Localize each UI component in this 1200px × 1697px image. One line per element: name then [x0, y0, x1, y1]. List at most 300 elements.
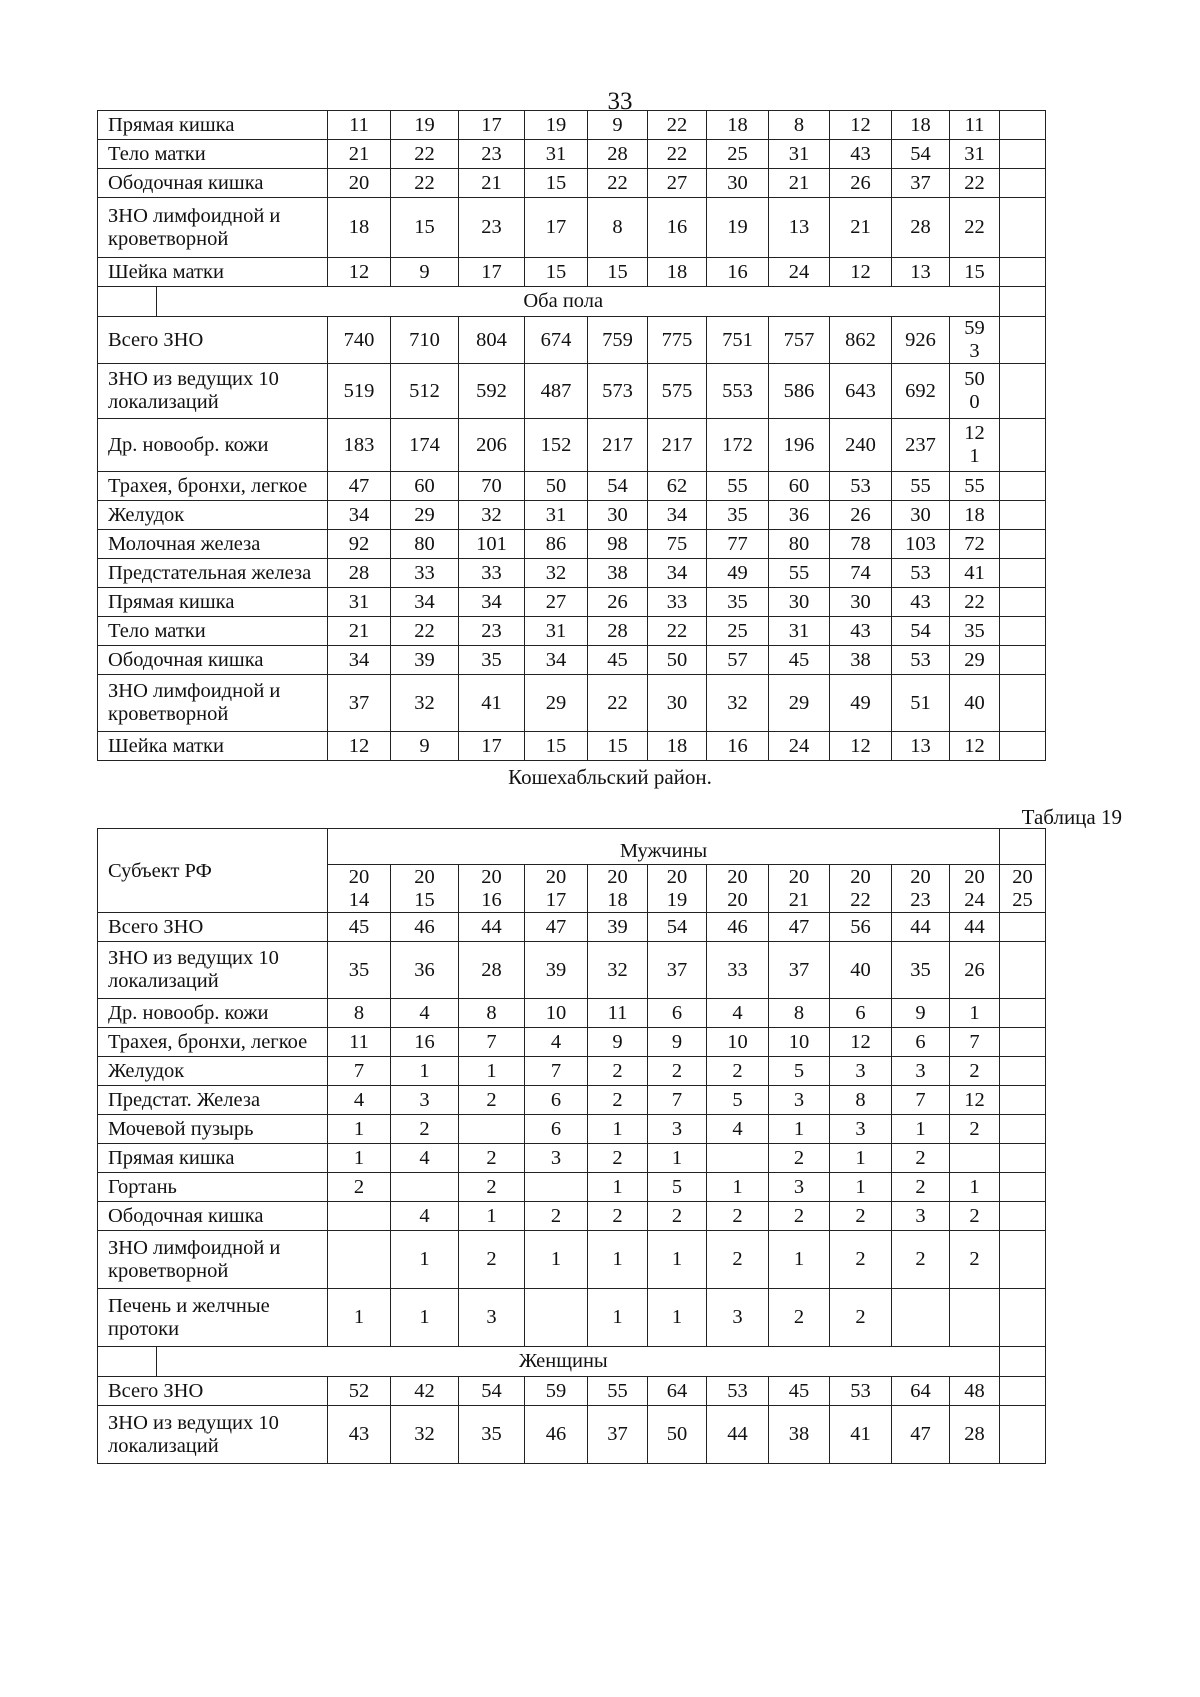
table-cell	[1000, 501, 1046, 530]
table-row	[98, 1057, 1046, 1086]
table-cell: 2	[525, 1202, 588, 1231]
table-cell: 740	[328, 317, 391, 364]
table-cell: 1	[892, 1115, 950, 1144]
table-cell: 2	[459, 1231, 525, 1289]
table-cell: 31	[525, 617, 588, 646]
table-cell: 38	[830, 646, 892, 675]
table-cell: 41	[830, 1406, 892, 1464]
table-cell: 1	[648, 1231, 707, 1289]
table-cell: 2	[950, 1115, 1000, 1144]
table-cell: 98	[588, 530, 648, 559]
table-cell: 2	[459, 1144, 525, 1173]
table-cell: 60	[391, 472, 459, 501]
table-cell: 62	[648, 472, 707, 501]
page-number: 33	[607, 88, 633, 115]
table-cell	[1000, 140, 1046, 169]
table-cell: 35	[707, 588, 769, 617]
table-cell	[1000, 419, 1046, 472]
row-label: Предстат. Железа	[98, 1086, 328, 1115]
table-cell: 38	[769, 1406, 830, 1464]
table-cell: 2	[950, 1057, 1000, 1086]
table-cell	[1000, 1202, 1046, 1231]
table-cell: 53	[830, 472, 892, 501]
table-cell: 34	[328, 646, 391, 675]
table-cell: 2	[648, 1057, 707, 1086]
table-cell: 33	[648, 588, 707, 617]
table-cell: 2	[950, 1202, 1000, 1231]
table-cell: 30	[769, 588, 830, 617]
table-cell: 4	[391, 1144, 459, 1173]
table-cell: 2	[707, 1057, 769, 1086]
table-cell: 237	[892, 419, 950, 472]
table-cell: 174	[391, 419, 459, 472]
table-cell: 44	[707, 1406, 769, 1464]
year-header	[769, 865, 830, 913]
table-cell: 40	[950, 675, 1000, 732]
table-cell: 28	[459, 942, 525, 999]
year-label: 2025	[1012, 865, 1033, 911]
table-cell: 7	[950, 1028, 1000, 1057]
table-cell: 2	[707, 1231, 769, 1289]
table-cell: 1	[391, 1231, 459, 1289]
table-cell: 512	[391, 364, 459, 419]
row-label: Предстательная железа	[98, 559, 328, 588]
row-label: ЗНО из ведущих 10 локализаций	[98, 364, 328, 419]
table-cell: 41	[459, 675, 525, 732]
table-cell: 30	[707, 169, 769, 198]
table-cell	[1000, 559, 1046, 588]
table-cell: 13	[892, 732, 950, 761]
year-header	[892, 865, 950, 913]
year-label: 2014	[348, 865, 370, 911]
row-label: Ободочная кишка	[98, 169, 328, 198]
year-label: 2017	[545, 865, 567, 911]
row-label: Ободочная кишка	[98, 646, 328, 675]
table-cell: 6	[525, 1086, 588, 1115]
table-cell: 50	[648, 646, 707, 675]
table-cell: 36	[391, 942, 459, 999]
table-cell: 34	[459, 588, 525, 617]
table-cell: 217	[648, 419, 707, 472]
table-cell	[1000, 530, 1046, 559]
table-row	[98, 317, 1046, 364]
table-cell: 1	[707, 1173, 769, 1202]
table-cell: 49	[830, 675, 892, 732]
year-header	[1000, 865, 1046, 913]
table-cell: 12	[950, 1086, 1000, 1115]
table-cell: 6	[892, 1028, 950, 1057]
year-header	[328, 865, 391, 913]
table-cell: 41	[950, 559, 1000, 588]
row-label: Шейка матки	[98, 258, 328, 287]
year-header	[588, 865, 648, 913]
table-cell: 31	[525, 501, 588, 530]
table-cell: 4	[391, 1202, 459, 1231]
table-cell: 15	[525, 732, 588, 761]
header-subject: Субъект РФ	[98, 829, 328, 913]
table-cell-wrapped	[950, 364, 1000, 419]
table-row	[98, 472, 1046, 501]
table-row	[98, 646, 1046, 675]
table-cell: 30	[892, 501, 950, 530]
table-cell: 2	[950, 1231, 1000, 1289]
row-label: Шейка матки	[98, 732, 328, 761]
table-cell: 37	[769, 942, 830, 999]
table-cell: 7	[459, 1028, 525, 1057]
table-cell: 1	[588, 1115, 648, 1144]
table-row	[98, 501, 1046, 530]
table-cell: 72	[950, 530, 1000, 559]
table-cell: 7	[648, 1086, 707, 1115]
table-cell: 23	[459, 617, 525, 646]
table-cell: 42	[391, 1377, 459, 1406]
table-cell: 55	[588, 1377, 648, 1406]
year-header	[459, 865, 525, 913]
table-cell: 1	[328, 1144, 391, 1173]
table-cell: 2	[769, 1289, 830, 1347]
data-table-continued	[97, 110, 1046, 761]
row-label: Прямая кишка	[98, 1144, 328, 1173]
table-cell: 8	[588, 198, 648, 258]
table-cell: 12	[830, 732, 892, 761]
row-label: ЗНО лимфоидной и кроветворной	[98, 198, 328, 258]
table-cell: 31	[328, 588, 391, 617]
row-label: ЗНО из ведущих 10 локализаций	[98, 1406, 328, 1464]
table-cell: 54	[892, 140, 950, 169]
table-cell: 53	[892, 559, 950, 588]
table-cell: 2	[830, 1289, 892, 1347]
table-cell: 70	[459, 472, 525, 501]
table-cell: 27	[648, 169, 707, 198]
table-cell: 21	[769, 169, 830, 198]
table-cell: 80	[769, 530, 830, 559]
year-label: 2023	[910, 865, 931, 911]
table-cell: 751	[707, 317, 769, 364]
table-cell: 2	[830, 1202, 892, 1231]
table-cell: 18	[707, 111, 769, 140]
table-cell: 8	[769, 999, 830, 1028]
table-cell	[1000, 1377, 1046, 1406]
table-cell: 54	[459, 1377, 525, 1406]
row-label: Печень и желчные протоки	[98, 1289, 328, 1347]
table-cell: 24	[769, 258, 830, 287]
table-cell: 27	[525, 588, 588, 617]
table-cell: 101	[459, 530, 525, 559]
table-cell: 9	[391, 258, 459, 287]
table-cell: 35	[707, 501, 769, 530]
table-cell: 22	[391, 140, 459, 169]
table-cell: 1	[830, 1144, 892, 1173]
table-cell: 53	[830, 1377, 892, 1406]
table-cell: 2	[459, 1086, 525, 1115]
table-cell: 6	[525, 1115, 588, 1144]
table-cell: 3	[648, 1115, 707, 1144]
table-cell: 17	[459, 258, 525, 287]
table-cell: 16	[391, 1028, 459, 1057]
table-cell: 759	[588, 317, 648, 364]
table-cell: 21	[328, 617, 391, 646]
table-cell: 22	[648, 617, 707, 646]
table-cell: 643	[830, 364, 892, 419]
table-row	[98, 1173, 1046, 1202]
table-cell: 19	[525, 111, 588, 140]
table-cell: 18	[328, 198, 391, 258]
table-row	[98, 169, 1046, 198]
table-cell: 16	[648, 198, 707, 258]
table-cell: 31	[950, 140, 1000, 169]
table-cell: 2	[391, 1115, 459, 1144]
table-cell: 240	[830, 419, 892, 472]
table-cell: 23	[459, 140, 525, 169]
table-cell: 7	[328, 1057, 391, 1086]
table-cell: 5	[769, 1057, 830, 1086]
table-cell: 5	[707, 1086, 769, 1115]
table-cell: 22	[391, 617, 459, 646]
table-cell	[1000, 1347, 1046, 1377]
table-cell: 3	[769, 1173, 830, 1202]
table-cell: 12	[830, 111, 892, 140]
table-cell: 47	[769, 913, 830, 942]
table-cell	[1000, 1231, 1046, 1289]
table-cell: 12	[830, 258, 892, 287]
table-row	[98, 1231, 1046, 1289]
table-cell: 8	[328, 999, 391, 1028]
table-cell: 2	[588, 1144, 648, 1173]
row-label: Молочная железа	[98, 530, 328, 559]
table-cell: 54	[892, 617, 950, 646]
table-cell: 26	[950, 942, 1000, 999]
table-cell: 25	[707, 617, 769, 646]
year-label: 2020	[727, 865, 748, 911]
table-cell: 28	[588, 140, 648, 169]
row-label: Прямая кишка	[98, 588, 328, 617]
row-label: Др. новообр. кожи	[98, 999, 328, 1028]
table-cell: 35	[459, 1406, 525, 1464]
table-cell	[328, 1202, 391, 1231]
table-cell-wrapped	[950, 419, 1000, 472]
table-cell: 13	[769, 198, 830, 258]
table-cell: 217	[588, 419, 648, 472]
table-cell: 15	[950, 258, 1000, 287]
table-cell: 29	[769, 675, 830, 732]
table-row	[98, 1028, 1046, 1057]
table-cell: 18	[950, 501, 1000, 530]
table-cell: 1	[459, 1202, 525, 1231]
section-row-both-sexes	[98, 287, 1046, 317]
table-cell	[892, 1289, 950, 1347]
year-header	[830, 865, 892, 913]
data-table-19	[97, 828, 1046, 1464]
table-cell: 55	[707, 472, 769, 501]
table-cell	[1000, 646, 1046, 675]
table-cell: 16	[707, 732, 769, 761]
table-cell: 47	[525, 913, 588, 942]
section-label-both-sexes: Оба пола	[328, 287, 1000, 317]
table-cell	[950, 1289, 1000, 1347]
table-cell: 35	[459, 646, 525, 675]
table-cell: 2	[459, 1173, 525, 1202]
table-cell	[525, 1289, 588, 1347]
table-cell: 45	[328, 913, 391, 942]
table-cell: 4	[328, 1086, 391, 1115]
section-row-women	[98, 1347, 1046, 1377]
table-cell: 8	[769, 111, 830, 140]
table-cell	[1000, 1086, 1046, 1115]
table-cell: 28	[588, 617, 648, 646]
table-cell: 21	[328, 140, 391, 169]
table-cell: 38	[588, 559, 648, 588]
table-row	[98, 675, 1046, 732]
row-label: Желудок	[98, 1057, 328, 1086]
table-row	[98, 913, 1046, 942]
table-cell	[1000, 364, 1046, 419]
table-cell: 34	[648, 501, 707, 530]
table-cell: 15	[391, 198, 459, 258]
table-cell: 33	[707, 942, 769, 999]
table-cell: 1	[950, 1173, 1000, 1202]
table-cell: 10	[707, 1028, 769, 1057]
table-cell: 54	[648, 913, 707, 942]
table-cell: 43	[830, 140, 892, 169]
year-label: 2016	[481, 865, 502, 911]
table-cell: 3	[525, 1144, 588, 1173]
header-row	[98, 829, 1046, 865]
table-cell: 39	[391, 646, 459, 675]
table-cell: 22	[950, 169, 1000, 198]
table-cell	[1000, 1144, 1046, 1173]
table-cell: 17	[525, 198, 588, 258]
table-cell: 26	[830, 501, 892, 530]
table-cell: 2	[892, 1231, 950, 1289]
table-cell: 152	[525, 419, 588, 472]
table-cell	[1000, 675, 1046, 732]
table-cell: 1	[648, 1289, 707, 1347]
table-cell: 757	[769, 317, 830, 364]
table-row	[98, 1202, 1046, 1231]
table-cell	[1000, 732, 1046, 761]
table-cell: 1	[459, 1057, 525, 1086]
row-label: Желудок	[98, 501, 328, 530]
table-cell: 804	[459, 317, 525, 364]
table-cell: 7	[525, 1057, 588, 1086]
table-cell: 10	[769, 1028, 830, 1057]
table-cell: 56	[830, 913, 892, 942]
year-header	[950, 865, 1000, 913]
table-cell: 12	[950, 732, 1000, 761]
table-cell: 51	[892, 675, 950, 732]
table-cell: 36	[769, 501, 830, 530]
table-cell: 15	[525, 169, 588, 198]
table-row	[98, 1115, 1046, 1144]
table-cell: 22	[950, 198, 1000, 258]
table-cell: 21	[830, 198, 892, 258]
table-cell: 32	[459, 501, 525, 530]
table-cell: 18	[648, 732, 707, 761]
table-cell: 45	[769, 1377, 830, 1406]
table-cell	[707, 1144, 769, 1173]
table-cell	[1000, 1173, 1046, 1202]
table-row	[98, 1406, 1046, 1464]
table-cell: 55	[769, 559, 830, 588]
year-label: 2022	[850, 865, 871, 911]
table-cell: 18	[892, 111, 950, 140]
table-row	[98, 942, 1046, 999]
table-cell: 64	[892, 1377, 950, 1406]
table-cell: 1	[950, 999, 1000, 1028]
table-cell: 43	[328, 1406, 391, 1464]
row-label: Всего ЗНО	[98, 1377, 328, 1406]
table-row	[98, 588, 1046, 617]
table-row	[98, 1289, 1046, 1347]
table-cell: 2	[769, 1144, 830, 1173]
table-cell: 1	[588, 1289, 648, 1347]
table-cell: 11	[328, 1028, 391, 1057]
table-cell: 52	[328, 1377, 391, 1406]
table-cell: 206	[459, 419, 525, 472]
table-cell: 53	[707, 1377, 769, 1406]
table-row	[98, 258, 1046, 287]
table-cell: 1	[769, 1115, 830, 1144]
table-cell: 35	[328, 942, 391, 999]
section-spacer	[98, 1347, 328, 1377]
table-cell: 32	[391, 1406, 459, 1464]
table-cell: 1	[525, 1231, 588, 1289]
table-cell: 710	[391, 317, 459, 364]
table-cell: 15	[588, 732, 648, 761]
table-cell: 30	[588, 501, 648, 530]
year-label: 2019	[666, 865, 688, 911]
table-cell: 26	[588, 588, 648, 617]
table-cell: 11	[950, 111, 1000, 140]
table-cell	[1000, 1057, 1046, 1086]
row-label: ЗНО лимфоидной и кроветворной	[98, 1231, 328, 1289]
table-cell: 3	[892, 1202, 950, 1231]
table-cell: 9	[648, 1028, 707, 1057]
table-cell: 22	[648, 140, 707, 169]
table-row	[98, 419, 1046, 472]
table-cell: 553	[707, 364, 769, 419]
table-cell: 172	[707, 419, 769, 472]
table-cell: 32	[588, 942, 648, 999]
table-cell	[1000, 169, 1046, 198]
table-cell: 9	[892, 999, 950, 1028]
table-cell: 17	[459, 732, 525, 761]
table-cell: 10	[525, 999, 588, 1028]
table-cell: 33	[391, 559, 459, 588]
table-cell: 2	[648, 1202, 707, 1231]
table-cell: 1	[391, 1289, 459, 1347]
table-cell: 3	[892, 1057, 950, 1086]
table-cell: 12	[328, 732, 391, 761]
table-cell: 37	[648, 942, 707, 999]
table-cell: 49	[707, 559, 769, 588]
table-cell: 48	[950, 1377, 1000, 1406]
table-cell: 43	[830, 617, 892, 646]
table-cell: 2	[588, 1086, 648, 1115]
table-cell: 39	[588, 913, 648, 942]
table-cell: 15	[525, 258, 588, 287]
table-cell: 926	[892, 317, 950, 364]
table-cell: 31	[525, 140, 588, 169]
table-cell	[328, 1231, 391, 1289]
table-cell: 78	[830, 530, 892, 559]
table-cell	[1000, 1289, 1046, 1347]
table-cell: 103	[892, 530, 950, 559]
year-header	[391, 865, 459, 913]
table-cell: 11	[328, 111, 391, 140]
table-cell: 4	[707, 1115, 769, 1144]
row-label: Мочевой пузырь	[98, 1115, 328, 1144]
